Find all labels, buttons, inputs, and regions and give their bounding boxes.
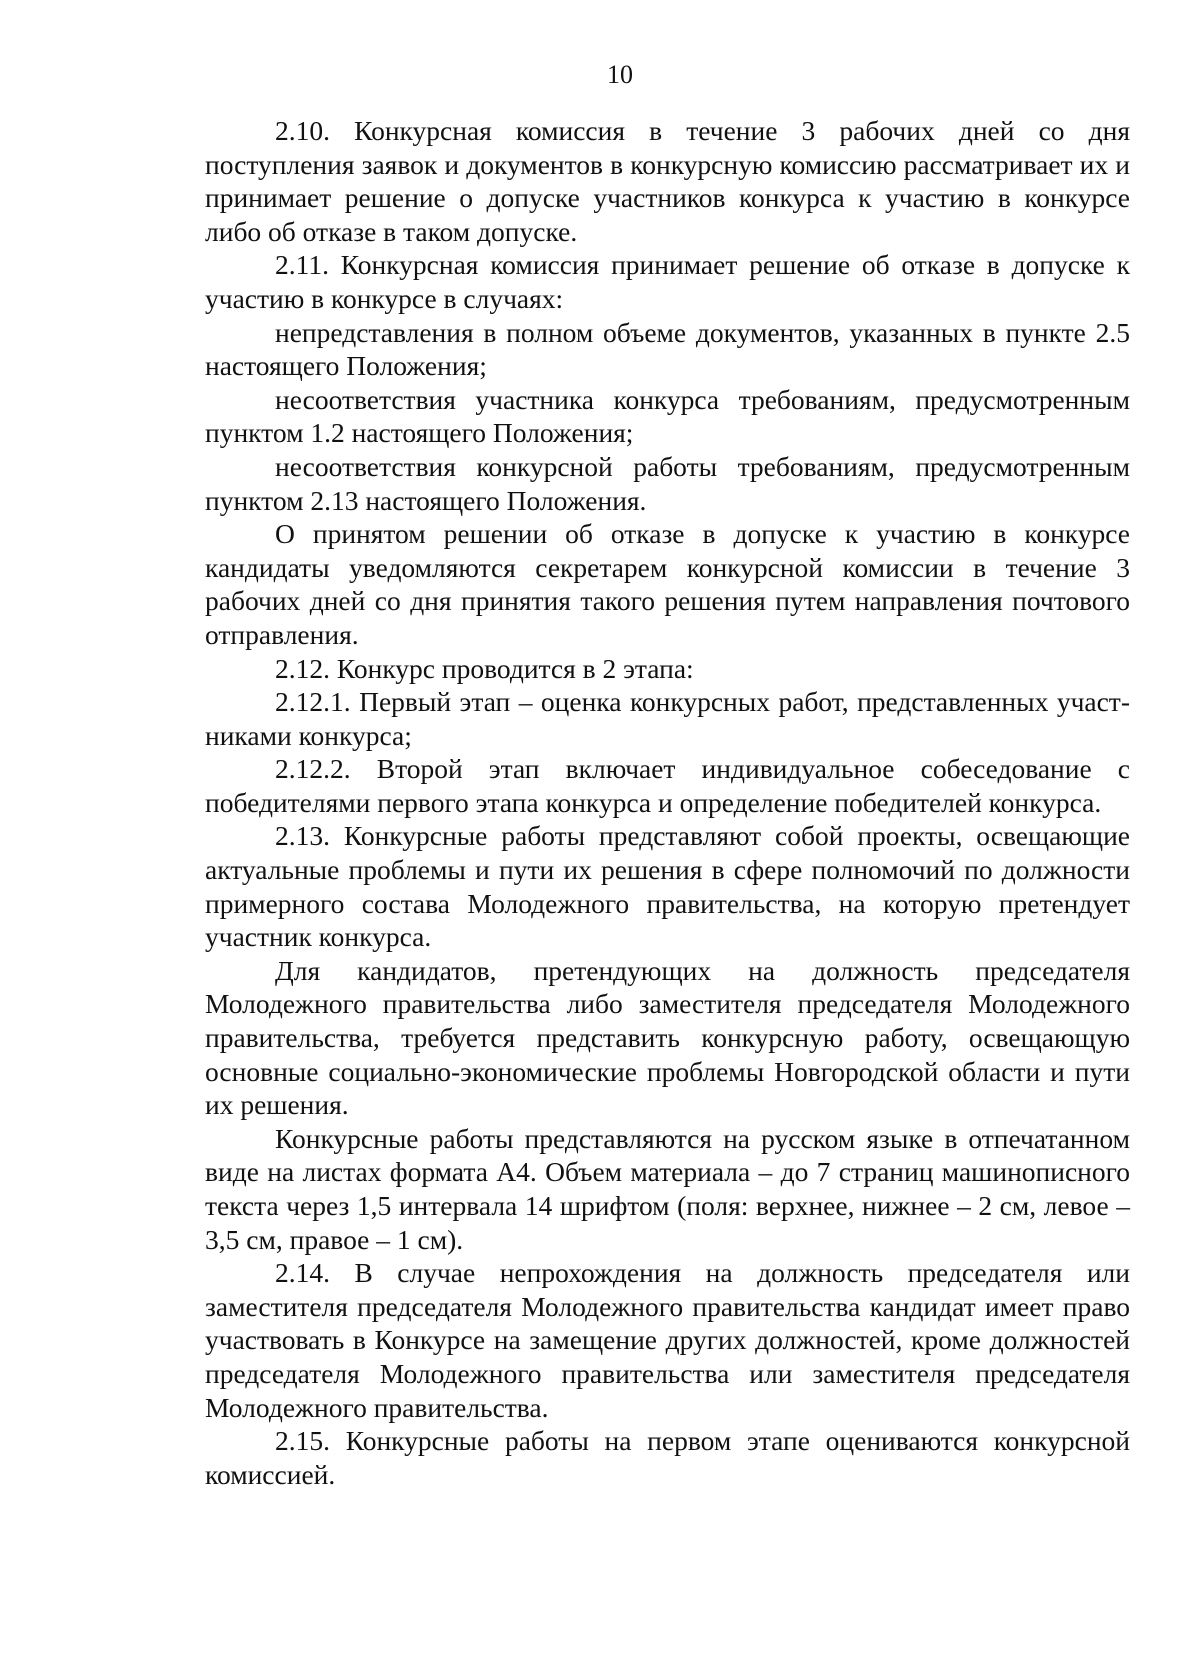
paragraph-2-11: 2.11. Конкурсная комиссия принимает решение об отказе в допуске к участию в конкурсе в случаях: [205, 249, 1130, 314]
page-number: 10 [607, 60, 633, 89]
paragraph-case-3: несоответствия конкурсной работы требованиям, предусмотренным пунктом 2.13 настоящего Положения. [205, 450, 1130, 516]
paragraph-2-10: 2.10. Конкурсная комиссия в течение 3 рабочих дней со дня поступления заявок и документов в конкурсную комиссию рассматривает их и принимает решение о допуске участников конкурса к участию в конкурсе либо об отказе в таком допуске. [205, 115, 1130, 247]
paragraph-case-1: непредставления в полном объеме документов, указанных в пункте 2.5 настоящего Положения; [205, 316, 1130, 382]
paragraph-chairman-work: Для кандидатов, претендующих на должность председателя Молодежного правительства либо заместителя председателя Молодежного правительства, требуется представить конкурсную работу, освещающую основные социально-экономические проблемы Новгородской области и пути их решения. [205, 954, 1130, 1121]
paragraph-2-12-2: 2.12.2. Второй этап включает индивидуальное собеседование с победителями первого этапа конкурса и определение победителей конкурса. [205, 753, 1130, 818]
paragraph-2-12-1: 2.12.1. Первый этап – оценка конкурсных работ, представленных участниками конкурса; [205, 686, 1130, 751]
paragraph-case-2: несоответствия участника конкурса требованиям, предусмотренным пунктом 1.2 настоящего Положения; [205, 383, 1130, 449]
paragraph-2-15: 2.15. Конкурсные работы на первом этапе оцениваются конкурсной комиссией. [205, 1425, 1130, 1490]
paragraph-2-13: 2.13. Конкурсные работы представляют собой проекты, освещающие актуальные проблемы и пути их решения в сфере полномочий по должности примерного состава Молодежного правительства, на которую претендует участник конкурса. [205, 820, 1130, 953]
paragraph-format: Конкурсные работы представляются на русском языке в отпечатанном виде на листах формата А4. Объем материала – до 7 страниц машинописного текста через 1,5 интервала 14 шрифтом (поля: верхнее, нижнее – 2 см, левое – 3,5 см, правое – 1 см). [205, 1122, 1130, 1255]
document-body [205, 114, 1130, 1491]
paragraph-2-12: 2.12. Конкурс проводится в 2 этапа: [275, 652, 694, 684]
paragraph-2-14: 2.14. В случае непрохождения на должность председателя или заместителя председателя Молодежного правительства кандидат имеет право участвовать в Конкурсе на замещение других должностей, кроме должностей председателя Молодежного правительства или заместителя председателя Молодежного правительства. [205, 1257, 1130, 1423]
paragraph-notification: О принятом решении об отказе в допуске к участию в конкурсе кандидаты уведомляются секретарем конкурсной комиссии в течение 3 рабочих дней со дня принятия такого решения путем направления почтового отправления. [205, 518, 1130, 650]
